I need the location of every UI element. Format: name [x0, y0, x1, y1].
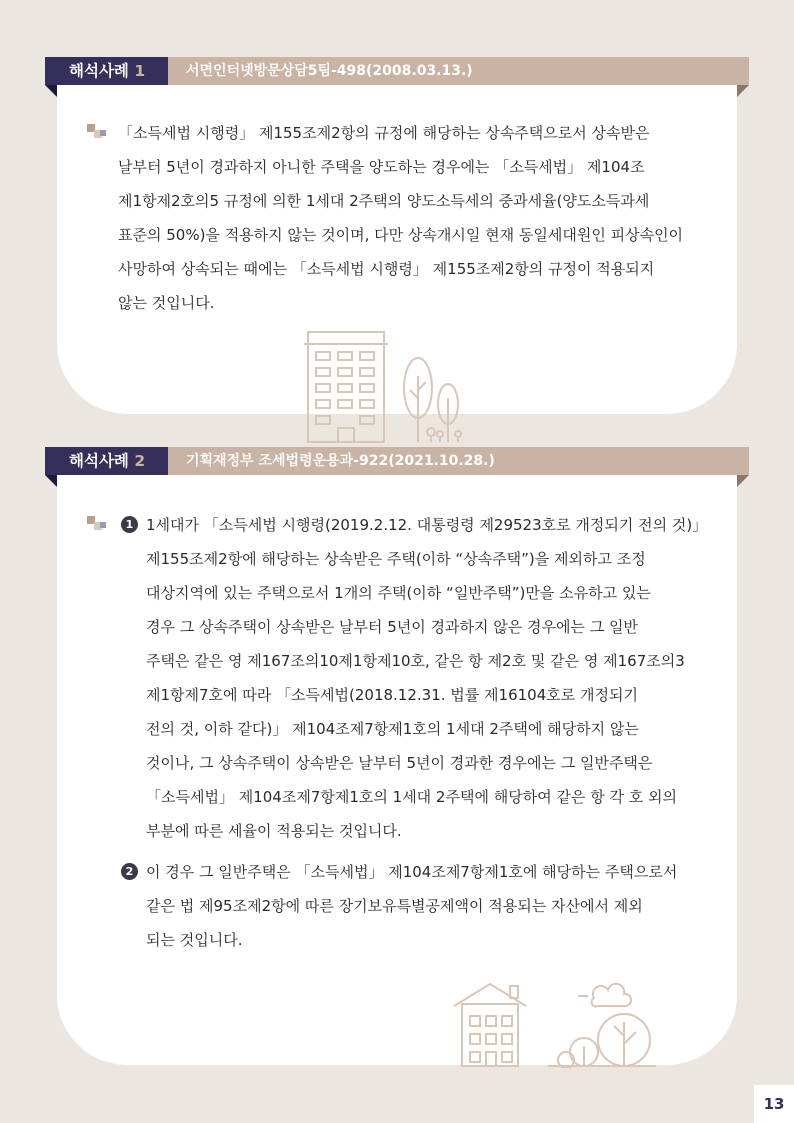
text-line: 되는 것입니다.	[146, 931, 243, 949]
case1-body	[118, 116, 683, 320]
text-line: 경우 그 상속주택이 상속받은 날부터 5년이 경과하지 않은 경우에는 그 일반	[146, 618, 638, 636]
text-line: 제155조제2항에 해당하는 상속받은 주택(이하 “상속주택”)을 제외하고 조정	[146, 550, 646, 568]
text-line: 이 경우 그 일반주택은 「소득세법」 제104조제7항제1호에 해당하는 주택으로서	[146, 863, 678, 881]
text-line: 1세대가 「소득세법 시행령(2019.2.12. 대통령령 제29523호로 개정되기 전의 것)」	[146, 516, 708, 534]
case-label-text: 해석사례	[69, 452, 129, 470]
case-header-1	[45, 57, 749, 85]
case-label-2	[45, 447, 168, 475]
text-line: 제1항제7호에 따라 「소득세법(2018.12.31. 법률 제16104호로 개정되기	[146, 686, 638, 704]
item-marker-1: 1	[121, 516, 138, 533]
header-fold-left-1	[45, 85, 57, 97]
text-line: 것이나, 그 상속주택이 상속받은 날부터 5년이 경과한 경우에는 그 일반주택은	[146, 754, 653, 772]
text-line: 부분에 따른 세율이 적용되는 것입니다.	[146, 822, 402, 840]
case-reference-2: 기획재정부 조세법령운용과-922(2021.10.28.)	[168, 447, 749, 475]
text-line: 같은 법 제95조제2항에 따른 장기보유특별공제액이 적용되는 자산에서 제외	[146, 897, 643, 915]
text-line: 전의 것, 이하 같다)」 제104조제7항제1호의 1세대 2주택에 해당하지 않는	[146, 720, 639, 738]
header-fold-right-2	[737, 475, 749, 487]
case-reference-1: 서면인터넷방문상담5팀-498(2008.03.13.)	[168, 57, 749, 85]
text-line: 제1항제2호의5 규정에 의한 1세대 2주택의 양도소득세의 중과세율(양도소득과세	[118, 192, 650, 210]
bullet-squares-icon	[87, 516, 107, 530]
house-trees-illustration	[448, 980, 660, 1068]
text-line: 사망하여 상속되는 때에는 「소득세법 시행령」 제155조제2항의 규정이 적용되지	[118, 260, 655, 278]
text-line: 「소득세법」 제104조제7항제1호의 1세대 2주택에 해당하여 같은 항 각 호 외의	[146, 788, 677, 806]
header-fold-left-2	[45, 475, 57, 487]
text-line: 「소득세법 시행령」 제155조제2항의 규정에 해당하는 상속주택으로서 상속받은	[118, 124, 650, 142]
bullet-squares-icon	[87, 124, 107, 138]
case-label-1	[45, 57, 168, 85]
text-line: 않는 것입니다.	[118, 294, 215, 312]
case-number: 2	[134, 452, 146, 470]
building-trees-illustration	[300, 328, 470, 446]
case2-item-1-body	[146, 508, 707, 848]
header-fold-right-1	[737, 85, 749, 97]
case-number: 1	[134, 62, 146, 80]
item-marker-2: 2	[121, 863, 138, 880]
page-number: 13	[754, 1085, 794, 1123]
case-header-2	[45, 447, 749, 475]
text-line: 주택은 같은 영 제167조의10제1항제10호, 같은 항 제2호 및 같은 영 제167조의3	[146, 652, 685, 670]
text-line: 표준의 50%)을 적용하지 않는 것이며, 다만 상속개시일 현재 동일세대원인 피상속인이	[118, 226, 684, 244]
text-line: 대상지역에 있는 주택으로서 1개의 주택(이하 “일반주택”)만을 소유하고 있는	[146, 584, 651, 602]
case-label-text: 해석사례	[69, 62, 129, 80]
case2-item-2-body	[146, 855, 677, 957]
text-line: 날부터 5년이 경과하지 아니한 주택을 양도하는 경우에는 「소득세법」 제104조	[118, 158, 645, 176]
